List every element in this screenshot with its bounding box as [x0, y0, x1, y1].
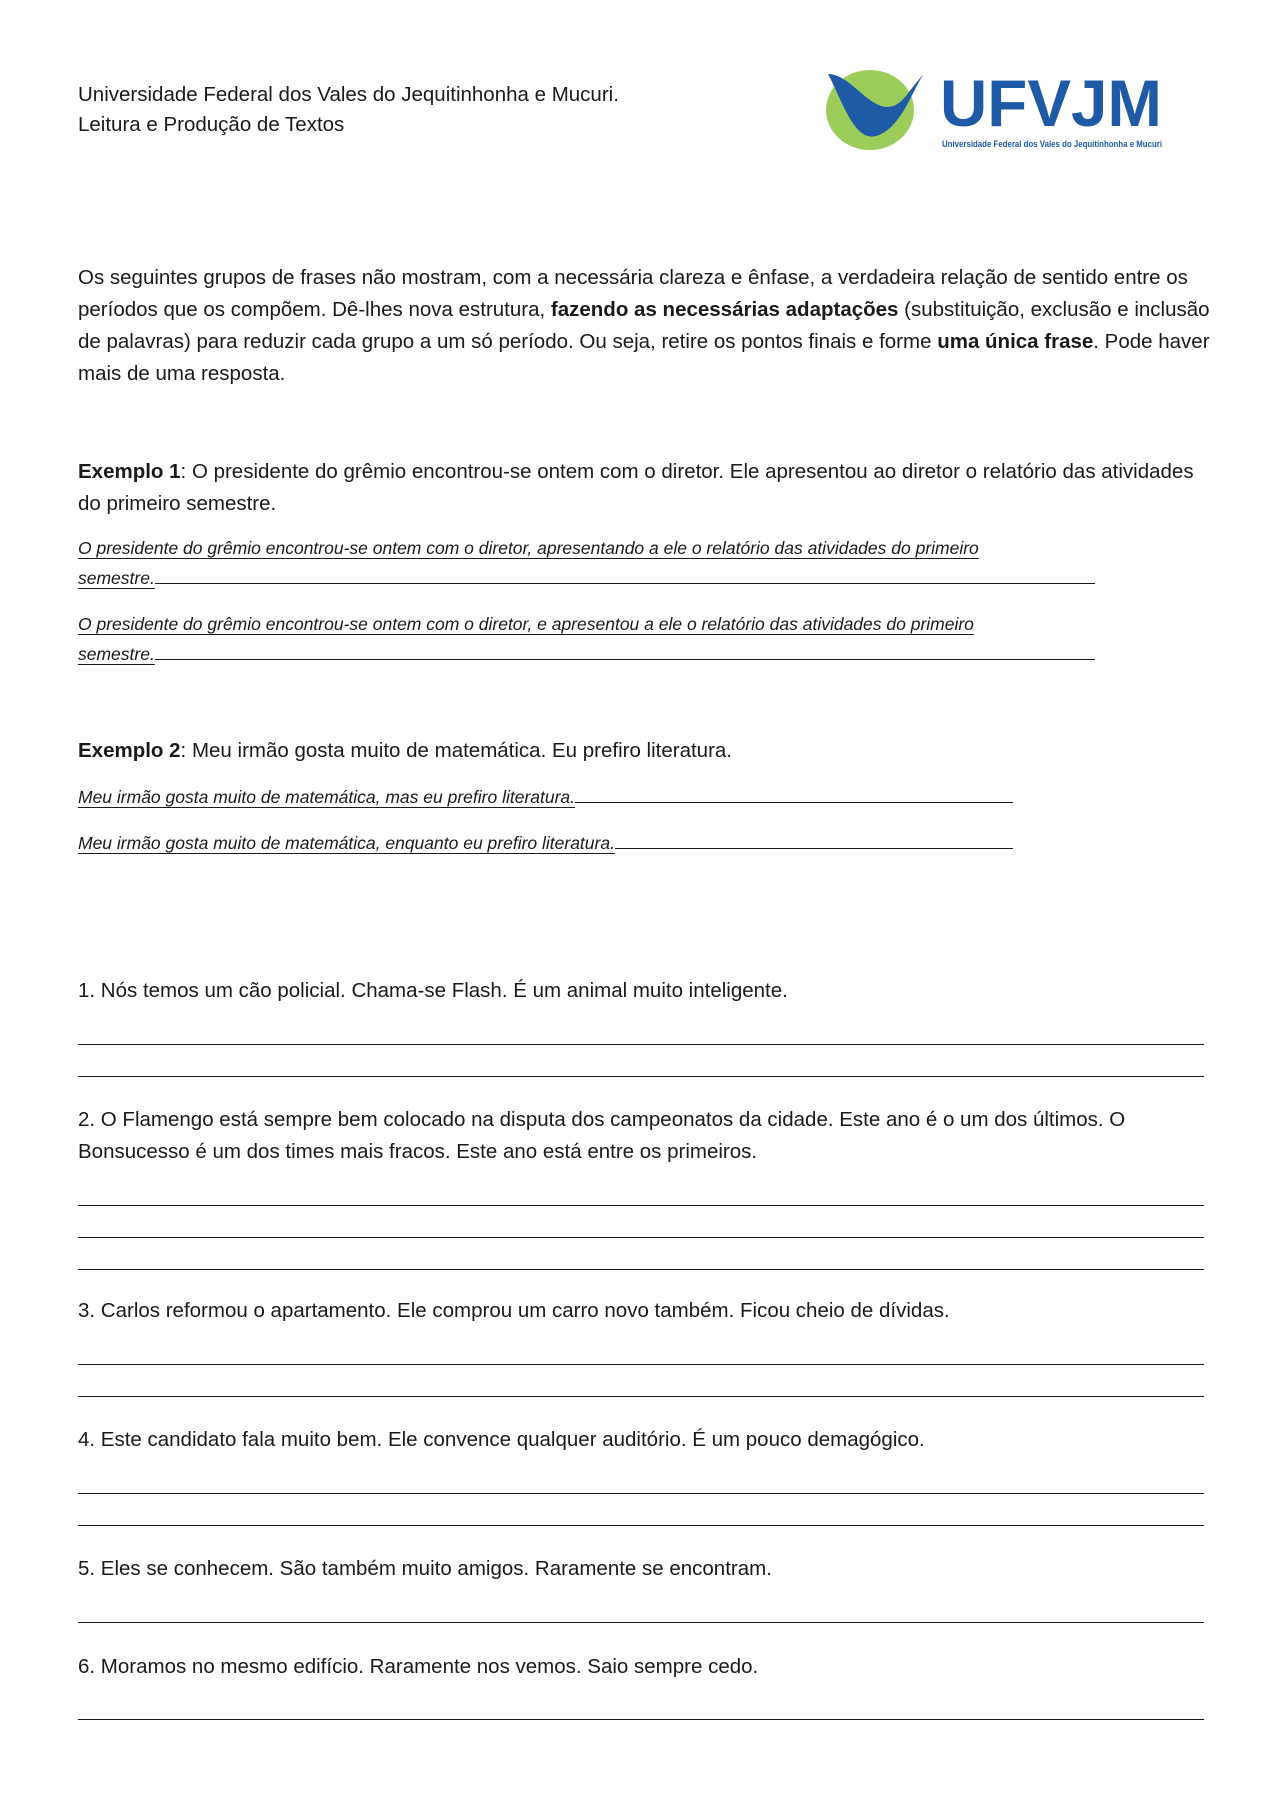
answer-fill-line	[575, 801, 1013, 803]
example-1-answer-1-line-2: semestre.	[78, 563, 1102, 593]
instructions-emphasis-2: uma única frase	[937, 330, 1094, 353]
instructions-text-1: Os seguintes grupos de frases não mostram, com a necessária clareza e ênfase, a verdadeira relação de sentido entre os períodos que os compõem. Dê-lhes nova estrutura,	[78, 266, 1188, 321]
instructions-text-2: (substituição, exclusão e inclusão de palavras) para reduzir cada grupo a um só período. Ou seja, retire os pontos finais e forme	[78, 298, 1210, 353]
instructions-emphasis-1: fazendo as necessárias adaptações	[550, 298, 899, 321]
course-name: Leitura e Produção de Textos	[78, 113, 345, 136]
example-1-text: : O presidente do grêmio encontrou-se ontem com o diretor. Ele apresentou ao diretor o relatório das atividades do primeiro semestre.	[78, 460, 1194, 515]
example-1-answer-2-line-1: O presidente do grêmio encontrou-se ontem com o diretor, e apresentou a ele o relatório das atividades do primeiro	[78, 614, 974, 634]
example-2-answer-2: Meu irmão gosta muito de matemática, enquanto eu prefiro literatura.	[78, 828, 1102, 858]
university-name: Universidade Federal dos Vales do Jequitinhonha e Mucuri.	[78, 83, 619, 106]
instructions-paragraph	[78, 262, 1213, 390]
example-1-prompt	[78, 456, 1213, 520]
answer-line[interactable]	[78, 1237, 1204, 1238]
question-5: 5. Eles se conhecem. São também muito amigos. Raramente se encontram.	[78, 1557, 772, 1580]
answer-fill-line	[155, 658, 1095, 660]
answer-fill-line	[615, 847, 1013, 849]
answer-line[interactable]	[78, 1525, 1204, 1526]
answer-line[interactable]	[78, 1396, 1204, 1397]
example-1-answer-2-line-2: semestre.	[78, 639, 1102, 669]
answer-line[interactable]	[78, 1269, 1204, 1270]
question-1: 1. Nós temos um cão policial. Chama-se Flash. É um animal muito inteligente.	[78, 979, 788, 1002]
example-2-prompt	[78, 735, 1213, 767]
example-2-label: Exemplo 2	[78, 739, 181, 762]
question-2: 2. O Flamengo está sempre bem colocado na disputa dos campeonatos da cidade. Este ano é o um dos últimos. O Bonsucesso é um dos times mais fracos. Este ano está entre os primeiros.	[78, 1108, 1126, 1163]
answer-line[interactable]	[78, 1622, 1204, 1623]
ufvjm-logo	[826, 66, 1166, 160]
example-2-answer-1: Meu irmão gosta muito de matemática, mas eu prefiro literatura.	[78, 782, 1102, 812]
example-1-answer-2	[78, 609, 1102, 669]
instructions-text-3: . Pode haver mais de uma resposta.	[78, 330, 1210, 385]
example-2-text: : Meu irmão gosta muito de matemática. Eu prefiro literatura.	[180, 739, 733, 762]
answer-line[interactable]	[78, 1719, 1204, 1720]
example-1-answer-1-line-1: O presidente do grêmio encontrou-se ontem com o diretor, apresentando a ele o relatório das atividades do primeiro	[78, 538, 979, 558]
logo-subtitle: Universidade Federal dos Vales do Jequitinhonha e Mucuri	[942, 139, 1162, 149]
question-6: 6. Moramos no mesmo edifício. Raramente nos vemos. Saio sempre cedo.	[78, 1655, 759, 1678]
logo-acronym: UFVJM	[940, 66, 1162, 140]
answer-line[interactable]	[78, 1364, 1204, 1365]
answer-line[interactable]	[78, 1044, 1204, 1045]
question-3: 3. Carlos reformou o apartamento. Ele comprou um carro novo também. Ficou cheio de dívidas.	[78, 1299, 950, 1322]
answer-line[interactable]	[78, 1493, 1204, 1494]
answer-line[interactable]	[78, 1076, 1204, 1077]
document-header	[78, 80, 619, 140]
example-1-answer-1	[78, 533, 1102, 593]
answer-fill-line	[155, 582, 1095, 584]
example-1-label: Exemplo 1	[78, 460, 181, 483]
answer-line[interactable]	[78, 1205, 1204, 1206]
question-4: 4. Este candidato fala muito bem. Ele convence qualquer auditório. É um pouco demagógico.	[78, 1428, 925, 1451]
